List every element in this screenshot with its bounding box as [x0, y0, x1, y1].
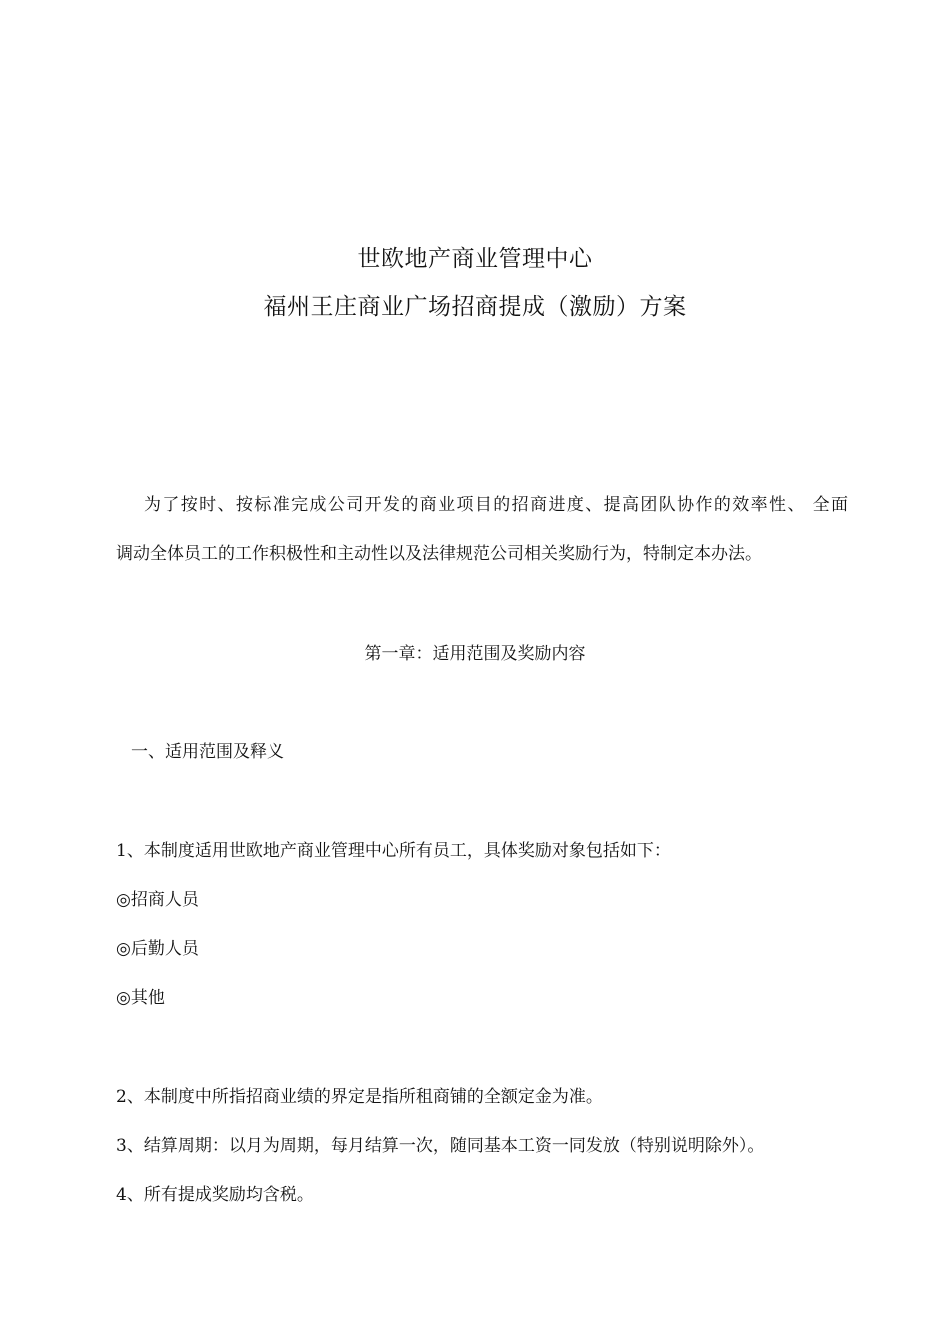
- intro-paragraph-line-1: 为了按时、按标准完成公司开发的商业项目的招商进度、提高团队协作的效率性、 全面: [144, 495, 848, 515]
- list-item-others: ◎其他: [116, 988, 165, 1008]
- clause-item-2: 2、本制度中所指招商业绩的界定是指所租商铺的全额定金为准。: [116, 1087, 603, 1107]
- section-heading: 一、适用范围及释义: [131, 742, 284, 762]
- chapter-heading: 第一章：适用范围及奖励内容: [364, 644, 586, 664]
- clause-item-4: 4、所有提成奖励均含税。: [116, 1185, 314, 1205]
- clause-item-1: 1、本制度适用世欧地产商业管理中心所有员工，具体奖励对象包括如下：: [116, 841, 671, 861]
- document-title-line-1: 世欧地产商业管理中心: [357, 246, 593, 272]
- document-title-line-2: 福州王庄商业广场招商提成（激励）方案: [263, 294, 687, 320]
- list-item-logistics-staff: ◎后勤人员: [116, 939, 199, 959]
- intro-paragraph-line-2: 调动全体员工的工作积极性和主动性以及法律规范公司相关奖励行为，特制定本办法。: [116, 544, 762, 564]
- clause-item-3: 3、结算周期：以月为周期，每月结算一次，随同基本工资一同发放（特别说明除外）。: [116, 1136, 765, 1156]
- list-item-recruitment-staff: ◎招商人员: [116, 890, 199, 910]
